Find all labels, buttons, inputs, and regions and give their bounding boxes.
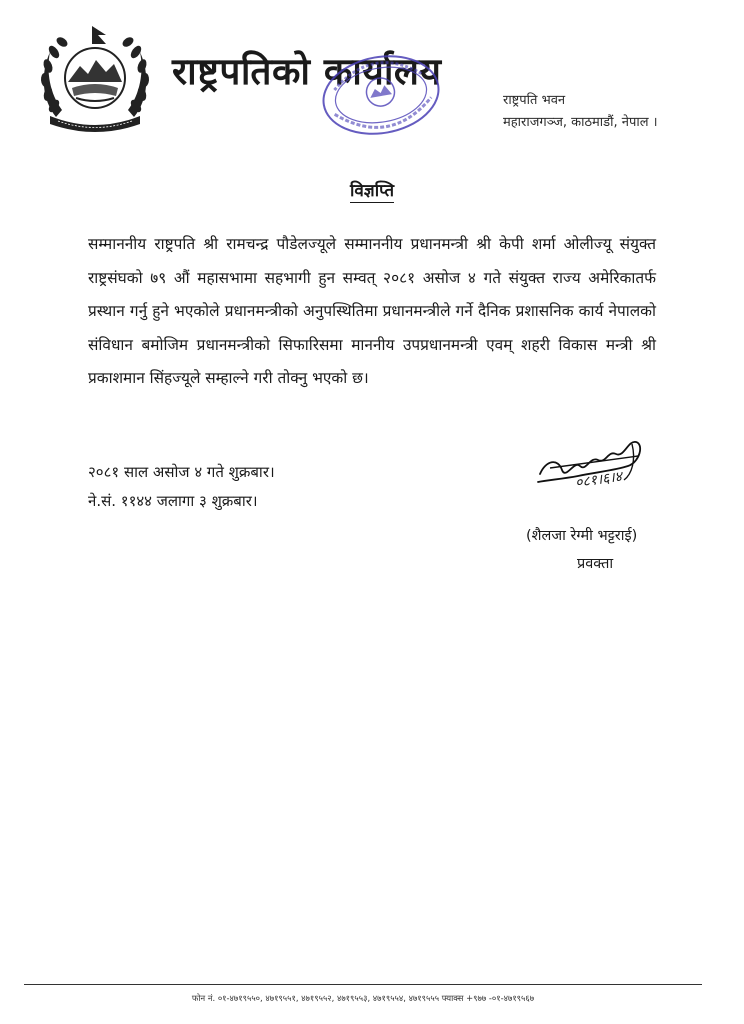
notice-body: सम्माननीय राष्ट्रपति श्री रामचन्द्र पौडेलज्यूले सम्माननीय प्रधानमन्त्री श्री केपी शर्मा ओलीज्यू संयुक्त राष्ट्रसंघको ७९ औं महासभामा सहभागी हुन सम्वत् २०८१ असोज ४ गते संयुक्त राज्य अमेरिकातर्फ प्रस्थान गर्नु हुने भएकोले प्रधानमन्त्रीको अनुपस्थितिमा प्रधानमन्त्रीले गर्ने दैनिक प्रशासनिक कार्य नेपालको संविधान बमोजिम प्रधानमन्त्रीको सिफारिसमा माननीय उपप्रधानमन्त्री एवम् शहरी विकास मन्त्री श्री प्रकाशमान सिंहज्यूले सम्हाल्ने गरी तोक्नु भएको छ। <box>88 235 656 387</box>
signature-date: ०८१।६।४ <box>574 468 623 492</box>
bs-date: २०८१ साल असोज ४ गते शुक्रबार। <box>88 463 275 481</box>
office-title: राष्ट्रपतिको कार्यालय <box>172 50 442 93</box>
spokesperson-name: (शैलजा रेग्मी भट्टराई) <box>526 528 638 544</box>
office-seal-stamp <box>318 48 444 142</box>
handwritten-signature <box>528 430 656 502</box>
office-address <box>503 90 658 134</box>
spokesperson-role: प्रवक्ता <box>577 556 614 572</box>
footer-contact: फोन नं. ०१-४७१९५५०, ४७१९५५१, ४७१९५५२, ४७१९५५३, ४७१९५५४, ४७१९५५५ फ्याक्स +९७७ -०१-४७१९५६७ <box>191 993 535 1003</box>
footer-divider <box>24 984 702 985</box>
notice-heading <box>0 178 744 201</box>
nepal-emblem-icon <box>36 22 154 134</box>
date-block <box>88 458 275 516</box>
notice-heading-text: विज्ञप्ति <box>349 181 395 201</box>
address-line-2: महाराजगञ्ज, काठमाडौं, नेपाल । <box>503 115 658 130</box>
nepal-sambat-date: ने.सं. ११४४ जलागा ३ शुक्रबार। <box>88 492 258 510</box>
address-line-1: राष्ट्रपति भवन <box>503 93 566 108</box>
